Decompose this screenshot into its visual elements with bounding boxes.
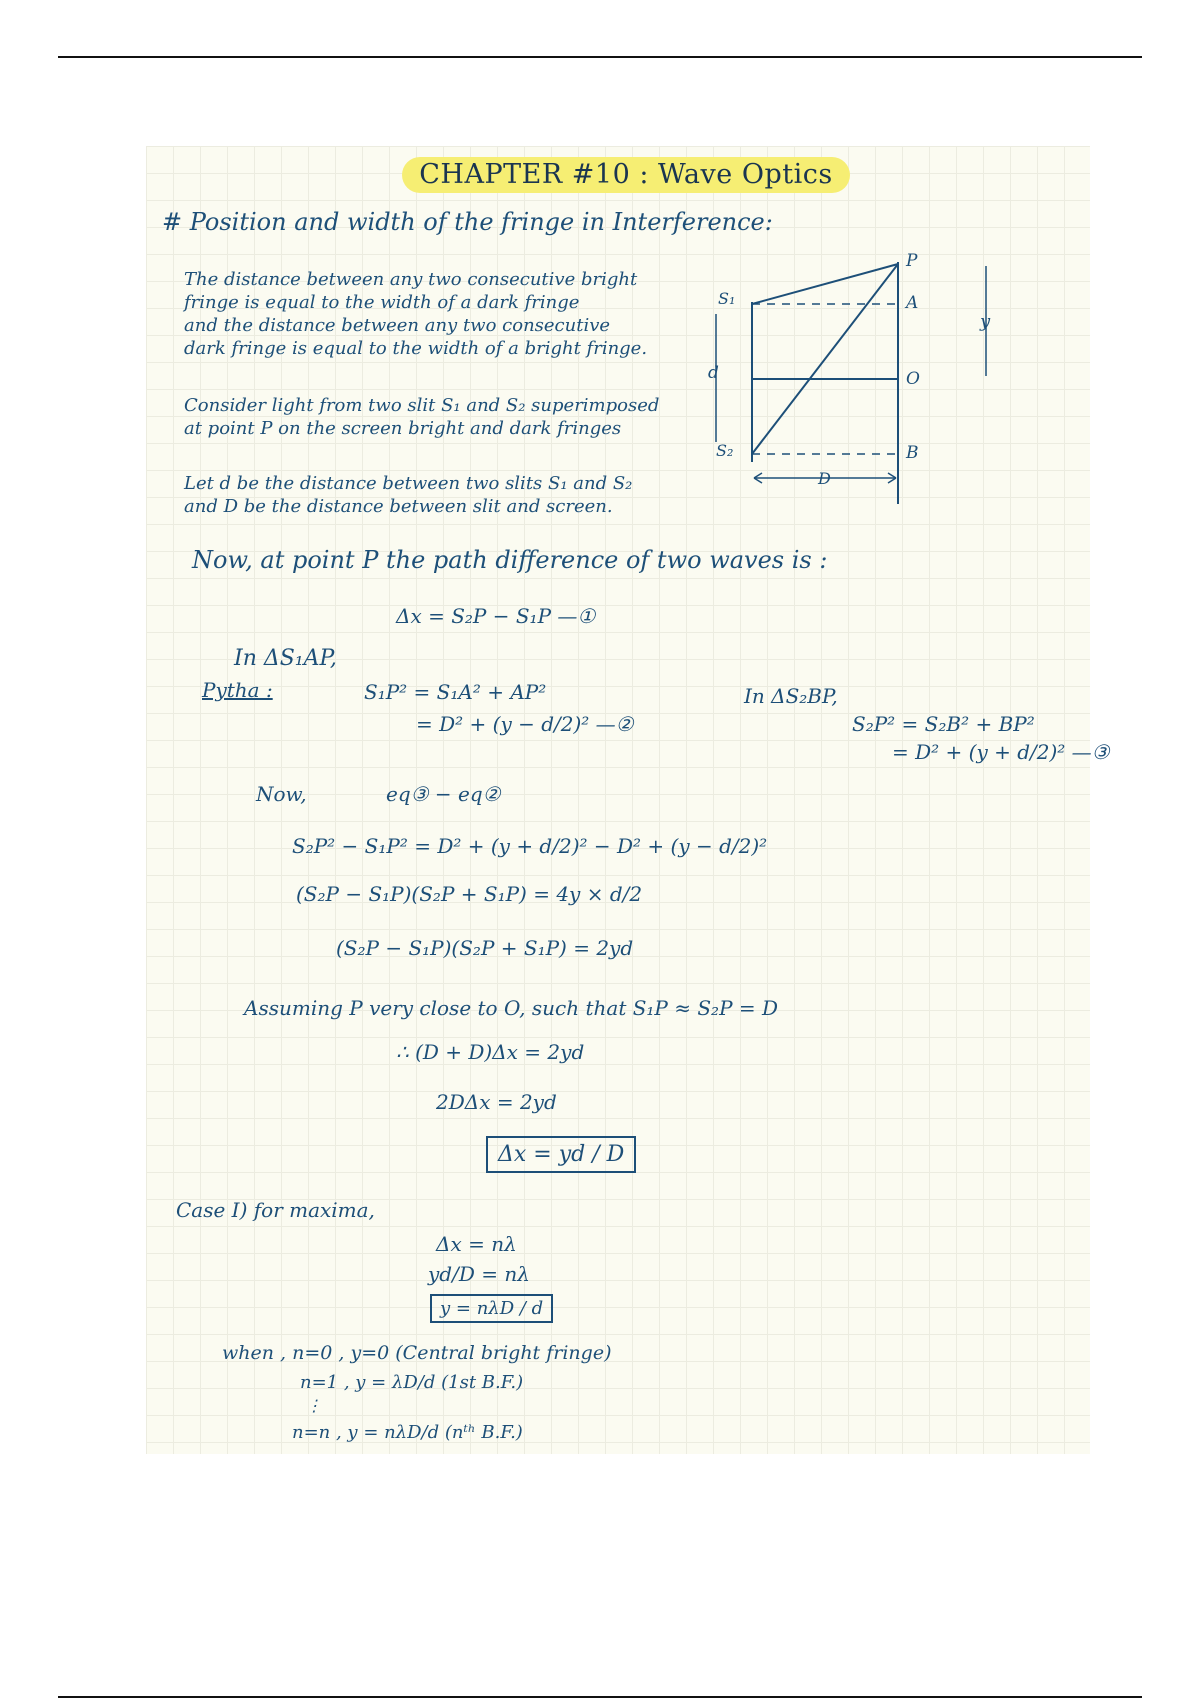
triangle-1-eq2: = D² + (y − d/2)² —② [416,712,634,736]
result-box: Δx = yd / D [486,1136,636,1173]
triangle-1-label: In ΔS₁AP, [234,646,337,671]
label-p: P [906,251,918,271]
ellipsis-dots: ⋮ [306,1396,322,1415]
para2-line: Consider light from two slit S₁ and S₂ superimposed [184,395,660,416]
para1-line: dark fringe is equal to the width of a bright fringe. [184,338,648,359]
paragraph-superposition [184,394,659,440]
label-s1: S₁ [718,289,736,308]
pytha-label: Pytha : [202,678,273,702]
para1-line: fringe is equal to the width of a dark fringe [184,292,580,313]
label-d-big: D [818,469,831,488]
maxima-result-box: y = nλD / d [430,1294,553,1323]
triangle-2-eq2: = D² + (y + d/2)² —③ [892,740,1110,764]
label-b: B [906,443,919,463]
triangle-2-label: In ΔS₂BP, [744,684,838,708]
maxima-eq1: Δx = nλ [436,1232,517,1256]
now-label: Now, [256,782,307,806]
notes-page [146,146,1110,1454]
label-d-small: d [708,363,719,383]
when-n1: n=1 , y = λD/d (1st B.F.) [300,1372,524,1393]
derivation-1: S₂P² − S₁P² = D² + (y + d/2)² − D² + (y − d/2)² [292,834,768,858]
para1-line: and the distance between any two consecutive [184,315,611,336]
path-difference-intro: Now, at point P the path difference of two waves is : [192,546,828,574]
case-1-label: Case I) for maxima, [176,1198,375,1222]
label-y: y [980,311,991,332]
derivation-5: 2DΔx = 2yd [436,1090,557,1114]
equation-1: Δx = S₂P − S₁P —① [396,604,596,628]
triangle-1-eq1: S₁P² = S₁A² + AP² [364,680,547,704]
label-a: A [906,293,919,313]
derivation-3: (S₂P − S₁P)(S₂P + S₁P) = 2yd [336,936,634,960]
equation-operation: eq③ − eq② [386,782,501,806]
label-o: O [906,369,920,389]
paragraph-fringe-width [184,268,647,360]
para2-line: at point P on the screen bright and dark fringes [184,418,622,439]
para3-line: Let d be the distance between two slits S₁ and S₂ [184,473,633,494]
when-n0: when , n=0 , y=0 (Central bright fringe) [222,1342,612,1364]
bottom-rule [58,1696,1142,1698]
ray-s2p [752,264,898,454]
derivation-2: (S₂P − S₁P)(S₂P + S₁P) = 4y × d/2 [296,882,643,906]
ray-s1p [752,264,898,304]
maxima-eq2: yd/D = nλ [428,1262,530,1286]
chapter-title: CHAPTER #10 : Wave Optics [419,159,833,190]
young-double-slit-diagram [708,242,1072,512]
label-s2: S₂ [716,441,734,460]
derivation-4: ∴ (D + D)Δx = 2yd [396,1040,585,1064]
section-heading: # Position and width of the fringe in Interference: [162,208,773,236]
when-nn: n=n , y = nλD/d (nᵗʰ B.F.) [292,1422,523,1443]
para1-line: The distance between any two consecutive bright [184,269,638,290]
triangle-2-eq1: S₂P² = S₂B² + BP² [852,712,1035,736]
para3-line: and D be the distance between slit and screen. [184,496,613,517]
assumption: Assuming P very close to O, such that S₁P ≈ S₂P = D [244,996,779,1020]
paragraph-definitions [184,472,632,518]
top-rule [58,56,1142,58]
